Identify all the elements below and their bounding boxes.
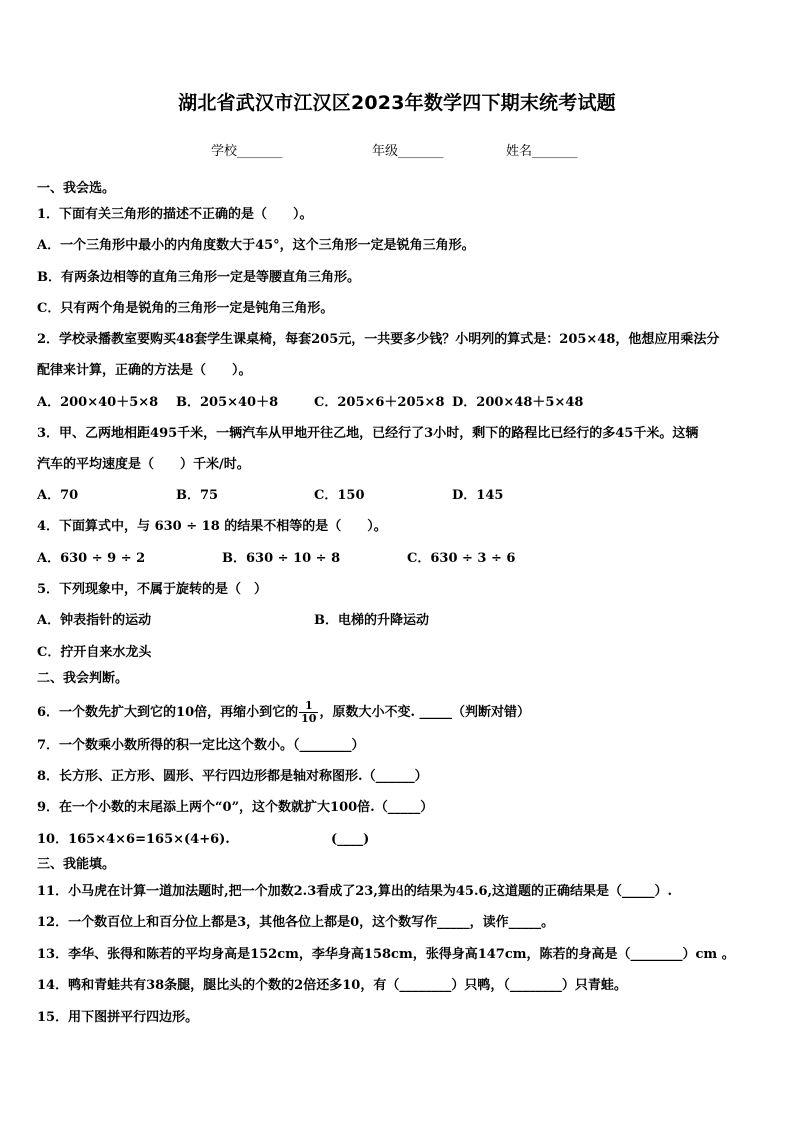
question-2-option-c: C．205×6＋205×8 [314,395,445,410]
question-1-option-b: B．有两条边相等的直角三角形一定是等腰直角三角形。 [37,270,360,285]
question-2-option-b: B．205×40＋8 [176,395,279,410]
question-4-option-c: C．630 ÷ 3 ÷ 6 [407,551,516,566]
question-1-option-a: A．一个三角形中最小的内角度数大于45°，这个三角形一定是锐角三角形。 [37,238,475,253]
question-4: 4．下面算式中，与 630 ÷ 18 的结果不相等的是（ ）。 [37,519,387,534]
question-3-line-2: 汽车的平均速度是（ ）千米/时。 [37,457,250,472]
question-2-line-2: 配律来计算，正确的方法是（ ）。 [37,363,252,378]
question-1: 1．下面有关三角形的描述不正确的是（ ）。 [37,207,313,222]
question-11: 11．小马虎在计算一道加法题时,把一个加数2.3看成了23,算出的结果为45.6,这道题的正确结果是（_____）. [37,884,673,899]
question-3-option-d: D．145 [452,488,504,503]
question-6 [37,700,530,725]
question-5: 5．下列现象中，不属于旋转的是（ ） [37,582,268,597]
question-8: 8．长方形、正方形、圆形、平行四边形都是轴对称图形.（______） [37,769,428,784]
question-5-option-b: B．电梯的升降运动 [314,613,429,628]
question-2-line-1: 2．学校录播教室要购买48套学生课桌椅，每套205元，一共要多少钱？小明列的算式是：205×48，他想应用乘法分 [37,332,720,347]
fraction-denominator: 10 [301,712,317,725]
section-heading-3: 三、我能填。 [37,857,116,872]
question-10-answer-blank: (____) [331,832,370,847]
fraction-numerator: 1 [299,700,318,713]
question-3-option-b: B．75 [176,488,219,503]
question-3-option-a: A．70 [37,488,79,503]
question-7: 7．一个数乘小数所得的积一定比这个数小。（________） [37,738,365,753]
section-heading-1: 一、我会选。 [37,181,116,196]
question-12: 12．一个数百位上和百分位上都是3，其他各位上都是0，这个数写作_____，读作_____。 [37,915,555,930]
question-4-option-a: A．630 ÷ 9 ÷ 2 [37,551,146,566]
question-5-option-a: A．钟表指针的运动 [37,613,152,628]
section-heading-2: 二、我会判断。 [37,671,129,686]
grade-field: 年级_______ [372,144,444,159]
question-5-option-c: C．拧开自来水龙头 [37,645,152,660]
school-field: 学校_______ [211,144,283,159]
page-title: 湖北省武汉市江汉区2023年数学四下期末统考试题 [178,92,616,114]
question-3-option-c: C．150 [314,488,365,503]
question-14: 14．鸭和青蛙共有38条腿，腿比头的个数的2倍还多10，有（________）只鸭，（________）只青蛙。 [37,978,627,993]
question-3-line-1: 3．甲、乙两地相距495千米，一辆汽车从甲地开往乙地，已经行了3小时，剩下的路程比已经行的多45千米。这辆 [37,426,699,441]
question-15: 15．用下图拼平行四边形。 [37,1010,199,1025]
question-6-prefix: 6．一个数先扩大到它的10倍，再缩小到它的 [37,705,299,720]
question-1-option-c: C．只有两个角是锐角的三角形一定是钝角三角形。 [37,301,334,316]
name-field: 姓名_______ [506,144,578,159]
question-9: 9．在一个小数的末尾添上两个“0”，这个数就扩大100倍.（_____） [37,800,434,815]
question-2-option-d: D．200×48＋5×48 [452,395,584,410]
fraction-one-tenth [299,700,318,725]
question-2-option-a: A．200×40＋5×8 [37,395,159,410]
question-10: 10．165×4×6=165×(4+6). [37,832,230,847]
question-13: 13．李华、张得和陈若的平均身高是152cm，李华身高158cm，张得身高147cm，陈若的身高是（________）cm 。 [37,947,735,962]
question-6-suffix: ，原数大小不变. _____（判断对错） [319,705,531,720]
question-4-option-b: B．630 ÷ 10 ÷ 8 [222,551,341,566]
